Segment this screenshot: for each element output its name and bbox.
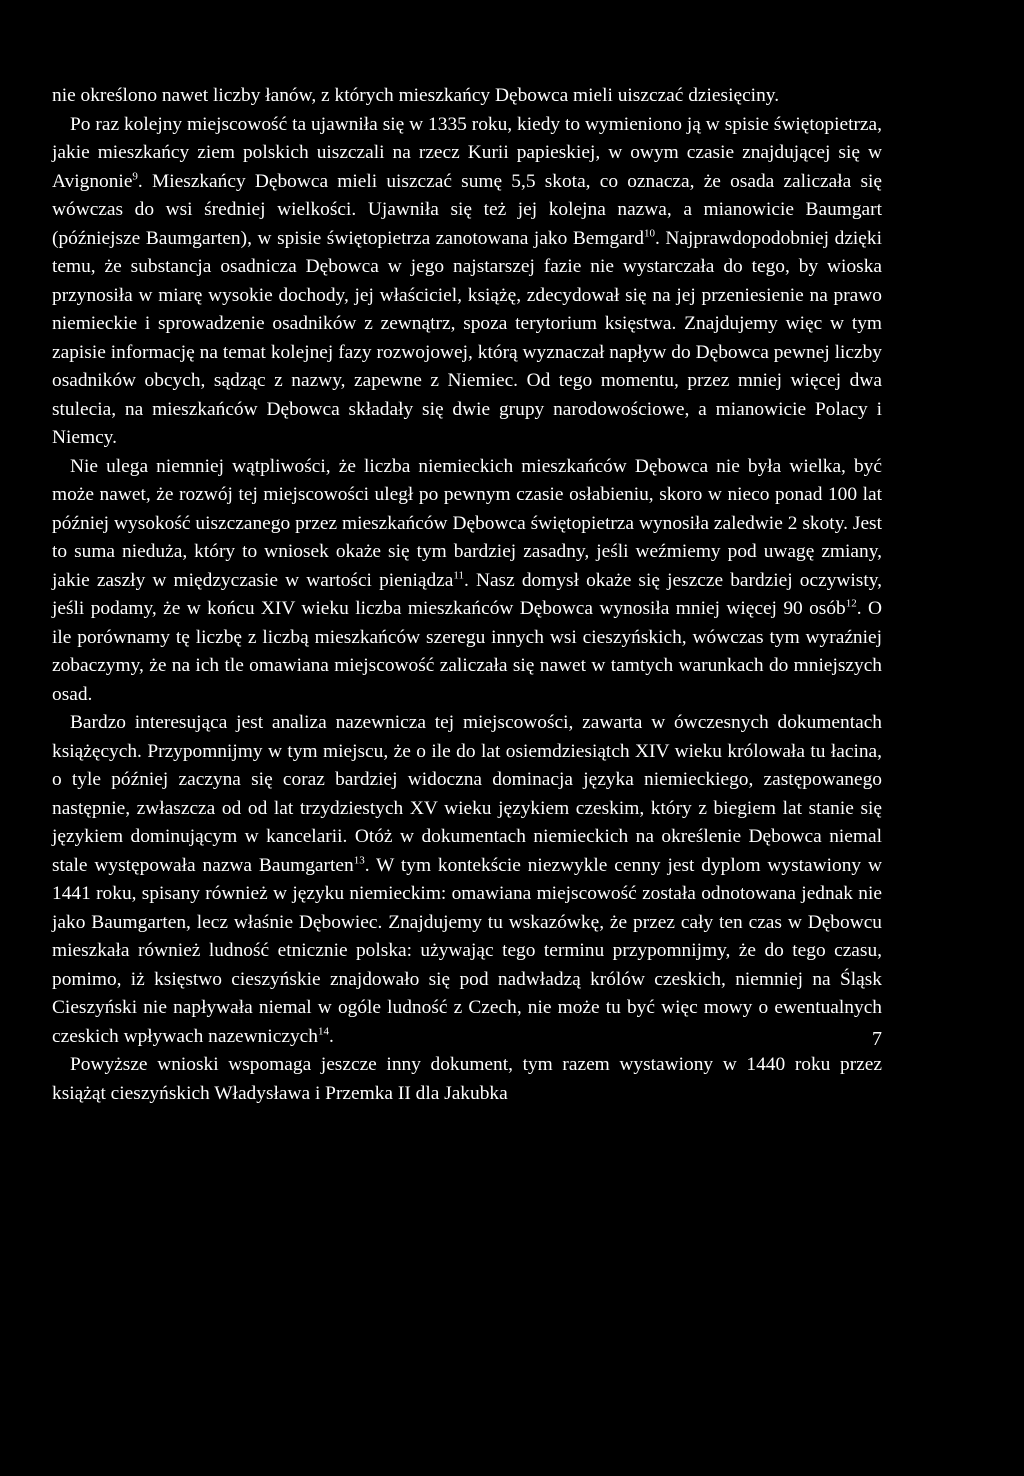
text-run: . Mieszkańcy Dębowca mieli uiszczać sumę 5,5 skota, co oznacza, że osada zaliczała się wówczas do wsi średniej wielkości. Ujawniła się też jej kolejna nazwa, a mianowicie Baumgart (późniejsze Baumgarten), w spisie świętopietrza zanotowana jako Bemgard — [52, 170, 882, 249]
text-run: . W tym kontekście niezwykle cenny jest dyplom wystawiony w 1441 roku, spisany również w języku niemieckim: omawiana miejscowość została odnotowana jednak nie jako Baumgarten, lecz właśnie Dębowiec. Znajdujemy tu wskazówkę, że przez cały ten czas w Dębowcu mieszkała również ludność etnicznie polska: używając tego terminu przypomnijmy, że do tego czasu, pomimo, iż księstwo cieszyńskie znajdowało się pod nadwładzą królów czeskich, niemniej na Śląsk Cieszyński nie napływała niemal w ogóle ludność z Czech, nie może tu być więc mowy o ewentualnych czeskich wpływach nazewniczych — [52, 854, 883, 1047]
text-run: . — [328, 1025, 334, 1047]
footnote-reference: 9 — [132, 170, 138, 183]
paragraph — [52, 111, 882, 453]
text-run: nie określono nawet liczby łanów, z których mieszkańcy Dębowca mieli uiszczać dziesięciny. — [52, 85, 780, 106]
text-run: Bardzo interesująca jest analiza nazewnicza tej miejscowości, zawarta w ówczesnych dokumentach książęcych. Przypomnijmy w tym miejscu, że o ile do lat osiemdziesiątch XIV wieku królowała tu łacina, o tyle później zaczyna się coraz bardziej widoczna dominacja języka niemieckiego, zastępowanego następnie, zwłaszcza od od lat trzydziestych XV wieku językiem czeskim, który z biegiem lat stanie się językiem dominującym w kancelarii. Otóż w dokumentach niemieckich na określenie Dębowca niemal stale występowała nazwa Baumgarten — [52, 712, 882, 876]
text-run: Powyższe wnioski wspomaga jeszcze inny dokument, tym razem wystawiony w 1440 roku przez książąt cieszyńskich Władysława i Przemka II dla Jakubka — [52, 1054, 882, 1104]
paragraph — [52, 453, 882, 710]
text-run: . Nasz domysł okaże się jeszcze bardziej oczywisty, jeśli podamy, że w końcu XIV wieku liczba mieszkańców Dębowca wynosiła mniej więcej 90 osób — [52, 569, 883, 619]
text-run: . O ile porównamy tę liczbę z liczbą mieszkańców szeregu innych wsi cieszyńskich, wówczas tym wyraźniej zobaczymy, że na ich tle omawiana miejscowość zaliczała się nawet w tamtych warunkach do mniejszych osad. — [52, 598, 882, 705]
paragraph — [52, 709, 882, 1051]
footnote-reference: 12 — [845, 597, 857, 610]
footnote-reference: 13 — [353, 854, 365, 867]
footnote-reference: 14 — [317, 1025, 329, 1038]
text-run: Po raz kolejny miejscowość ta ujawniła się w 1335 roku, kiedy to wymieniono ją w spisie świętopietrza, jakie mieszkańcy ziem polskich uiszczali na rzecz Kurii papieskiej, w owym czasie znajdującej się w Avignonie — [52, 113, 882, 192]
footnote-reference: 11 — [453, 569, 464, 582]
footnote-reference: 10 — [643, 227, 655, 240]
paragraph — [52, 82, 882, 111]
page-text-body — [52, 82, 882, 1108]
text-run: . Najprawdopodobniej dzięki temu, że substancja osadnicza Dębowca w jego najstarszej fazie nie wystarczała do tego, by wioska przynosiła w miarę wysokie dochody, jej właściciel, książę, zdecydował się na jej przeniesienie na prawo niemieckie i sprowadzenie osadników z zewnątrz, spoza terytorium księstwa. Znajdujemy więc w tym zapisie informację na temat kolejnej fazy rozwojowej, którą wyznaczał napływ do Dębowca pewnej liczby osadników obcych, sądząc z nazwy, zapewne z Niemiec. Od tego momentu, przez mniej więcej dwa stulecia, na mieszkańców Dębowca składały się dwie grupy narodowościowe, a mianowicie Polacy i Niemcy. — [52, 227, 882, 448]
paragraph — [52, 1051, 882, 1108]
text-run: Nie ulega niemniej wątpliwości, że liczba niemieckich mieszkańców Dębowca nie była wielka, być może nawet, że rozwój tej miejscowości uległ po pewnym czasie osłabieniu, skoro w nieco ponad 100 lat później wysokość uiszczanego przez mieszkańców Dębowca świętopietrza wynosiła zaledwie 2 skoty. Jest to suma nieduża, który to wniosek okaże się tym bardziej zasadny, jeśli weźmiemy pod uwagę zmiany, jakie zaszły w międzyczasie w wartości pieniądza — [52, 455, 882, 591]
page-number: 7 — [872, 1028, 882, 1050]
